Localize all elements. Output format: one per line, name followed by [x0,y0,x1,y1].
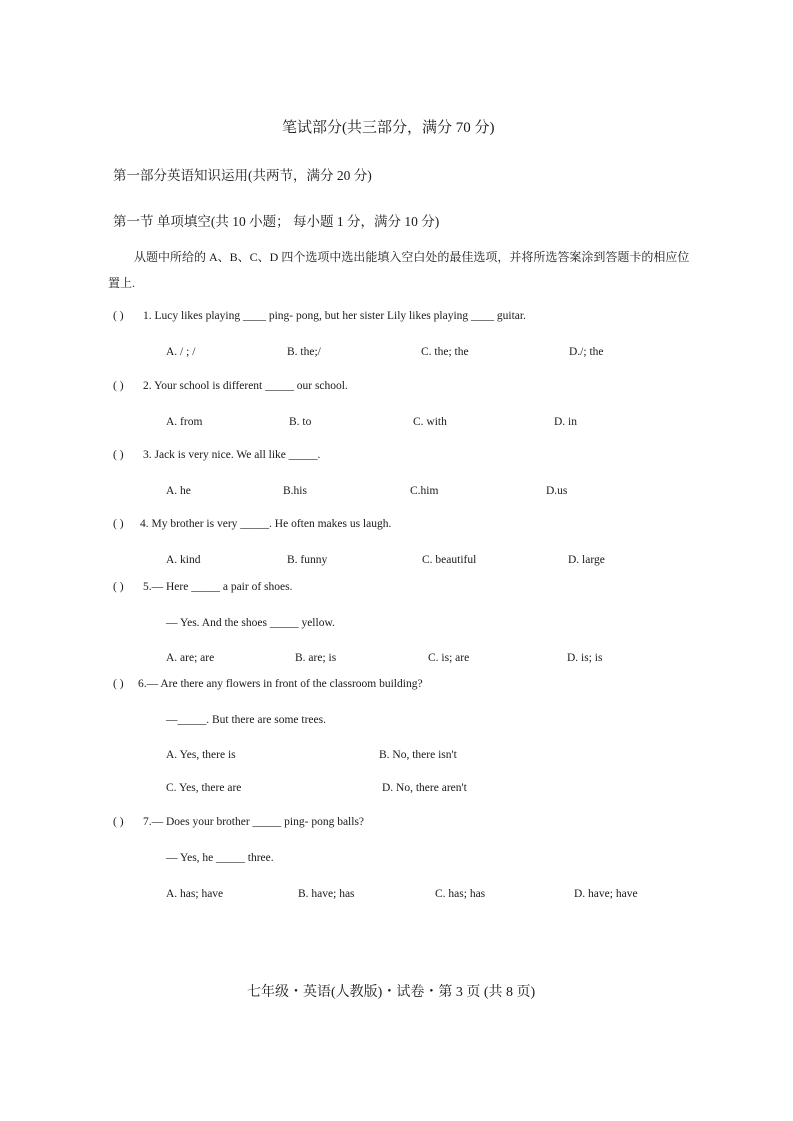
page-title: 笔试部分(共三部分，满分 70 分) [282,120,495,136]
q1-option-c: C. the; the [421,346,469,358]
q6-option-a: A. Yes, there is [166,749,236,761]
page-footer: 七年级・英语(人教版)・试卷・第 3 页 (共 8 页) [247,985,536,1000]
answer-blank-q7[interactable]: ( ) [113,816,124,828]
q2-option-d: D. in [554,416,577,428]
q7-option-c: C. has; has [435,888,486,900]
question-5-reply: — Yes. And the shoes _____ yellow. [166,617,335,629]
instructions-line1: 从题中所给的 A、B、C、D 四个选项中选出能填入空白处的最佳选项，并将所选答案涂到答题卡的相应位 [134,250,690,264]
question-1-stem: 1. Lucy likes playing ____ ping- pong, but her sister Lily likes playing ____ guitar. [143,310,526,322]
q3-option-b: B.his [283,485,307,497]
q4-option-a: A. kind [166,554,201,566]
q2-option-c: C. with [413,416,447,428]
answer-blank-q4[interactable]: ( ) [113,518,124,530]
q6-option-c: C. Yes, there are [166,782,242,794]
q6-option-d: D. No, there aren't [382,782,467,794]
q5-option-d: D. is; is [567,652,603,664]
q4-option-b: B. funny [287,554,328,566]
instructions-line2: 置上. [108,276,136,290]
answer-blank-q6[interactable]: ( ) [113,678,124,690]
q5-option-a: A. are; are [166,652,215,664]
question-5-stem: 5.— Here _____ a pair of shoes. [143,581,293,593]
question-7-stem: 7.— Does your brother _____ ping- pong balls? [143,816,365,828]
q1-option-a: A. / ; / [166,346,196,358]
q7-option-b: B. have; has [298,888,355,900]
q5-option-b: B. are; is [295,652,337,664]
question-3-stem: 3. Jack is very nice. We all like _____. [143,449,321,461]
answer-blank-q1[interactable]: ( ) [113,310,124,322]
q7-option-d: D. have; have [574,888,638,900]
q2-option-b: B. to [289,416,312,428]
q4-option-d: D. large [568,554,605,566]
q1-option-d: D./; the [569,346,604,358]
section1-heading: 第一节 单项填空(共 10 小题； 每小题 1 分，满分 10 分) [113,214,440,229]
q3-option-a: A. he [166,485,191,497]
q1-option-b: B. the;/ [287,346,321,358]
q7-option-a: A. has; have [166,888,224,900]
q3-option-d: D.us [546,485,568,497]
answer-blank-q2[interactable]: ( ) [113,380,124,392]
q3-option-c: C.him [410,485,439,497]
q4-option-c: C. beautiful [422,554,477,566]
q2-option-a: A. from [166,416,203,428]
part1-heading: 第一部分英语知识运用(共两节，满分 20 分) [113,168,372,183]
question-4-stem: 4. My brother is very _____. He often makes us laugh. [140,518,392,530]
answer-blank-q5[interactable]: ( ) [113,581,124,593]
question-6-reply: —_____. But there are some trees. [166,714,326,726]
answer-blank-q3[interactable]: ( ) [113,449,124,461]
question-2-stem: 2. Your school is different _____ our school. [143,380,348,392]
question-7-reply: — Yes, he _____ three. [166,852,274,864]
q6-option-b: B. No, there isn't [379,749,457,761]
q5-option-c: C. is; are [428,652,470,664]
question-6-stem: 6.— Are there any flowers in front of the classroom building? [138,678,423,690]
